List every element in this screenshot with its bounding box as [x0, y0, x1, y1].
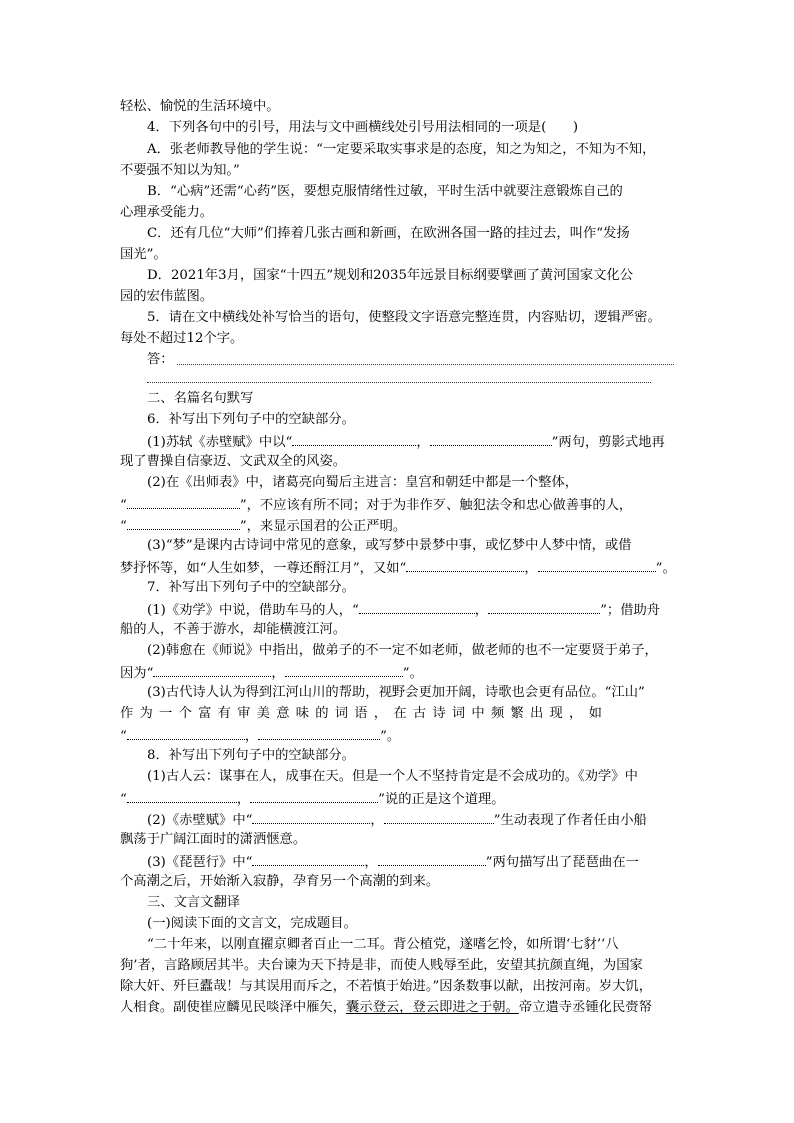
option-b: B．“心病”还需“心药”医，要想克服情绪性过敏，平时生活中就要注意锻炼自己的: [147, 184, 623, 199]
question-5-stem: 5．请在文中横线处补写恰当的语句，使整段文字语意完整连贯，内容贴切，逻辑严密。: [147, 310, 661, 325]
fill-blank[interactable]: [359, 600, 475, 614]
question-8-stem: 8．补写出下列句子中的空缺部分。: [147, 748, 355, 763]
fill-blank[interactable]: [406, 558, 524, 572]
text-segment: ”。: [380, 729, 401, 744]
text-segment: ”，来显示国君的公正严明。: [239, 519, 407, 534]
text-segment: ”。: [655, 561, 676, 576]
answer-label: 答：: [147, 352, 174, 367]
text-line: 作 为 一 个 富 有 审 美 意 味 的 词 语 ， 在 古 诗 词 中 频 繁 出 现 ， 如: [120, 706, 602, 721]
fill-blank[interactable]: [127, 516, 240, 530]
fill-blank[interactable]: [250, 789, 378, 803]
text-segment: (3)《琵琶行》中“: [147, 855, 253, 870]
text-segment: ，: [370, 813, 384, 828]
text-segment: (2)《赤壁赋》中“: [147, 813, 253, 828]
text-segment: “: [120, 519, 127, 534]
text-segment: ”两句，剪影式地再: [551, 435, 665, 450]
fill-blank[interactable]: [252, 852, 364, 866]
text-segment: (1)《劝学》中说，借助车马的人，“: [147, 603, 359, 618]
fill-blank[interactable]: [258, 726, 380, 740]
text-line: [120, 663, 680, 683]
text-segment: ”生动表现了作者任由小船: [493, 813, 647, 828]
fill-blank[interactable]: [538, 558, 656, 572]
question-6-stem: 6．补写出下列句子中的空缺部分。: [147, 412, 355, 427]
section-heading-2: 二、名篇名句默写: [147, 391, 254, 406]
underlined-sentence: 囊示登云，登云即进之于朝。: [346, 1000, 519, 1015]
question-7-2: (2)韩愈在《师说》中指出，做弟子的不一定不如老师，做老师的也不一定要贤于弟子，: [147, 643, 658, 658]
text-line: [120, 789, 680, 809]
text-segment: (1)苏轼《赤壁赋》中以“: [147, 435, 293, 450]
text-line: 不要强不知以为知。”: [120, 163, 240, 178]
fill-blank[interactable]: [292, 432, 416, 446]
question-4-stem: 4．下列各句中的引号，用法与文中画横线处引号用法相同的一项是( ): [147, 120, 579, 135]
fill-blank[interactable]: [252, 810, 370, 824]
text-segment: ，: [474, 603, 489, 618]
text-line: 园的宏伟蓝图。: [120, 289, 214, 304]
text-segment: “: [120, 498, 127, 513]
text-line: 国光”。: [120, 247, 167, 262]
question-8-3: [147, 852, 680, 872]
question-6-2: (2)在《出师表》中，诸葛亮向蜀后主进言：皇宫和朝廷中都是一个整体，: [147, 475, 579, 490]
answer-blank-2[interactable]: [147, 382, 651, 383]
question-7-1: [147, 600, 680, 620]
fill-blank[interactable]: [488, 600, 600, 614]
text-line: 每处不超过12个字。: [120, 331, 244, 346]
fill-blank[interactable]: [378, 852, 486, 866]
question-6-1: [147, 432, 680, 452]
text-segment: ，: [244, 729, 259, 744]
option-d: D．2021年3月，国家“十四五”规划和2035年远景目标纲要擘画了黄河国家文化公: [147, 268, 634, 283]
text-segment: ”。: [402, 666, 423, 681]
fill-blank[interactable]: [127, 789, 237, 803]
text-line: [120, 558, 680, 578]
text-segment: ”；借助舟: [600, 603, 661, 618]
fill-blank[interactable]: [430, 432, 552, 446]
text-line: [120, 516, 680, 536]
text-segment: 帝立遣寺丞锺化民赍帑: [518, 1000, 652, 1015]
fill-blank[interactable]: [384, 810, 494, 824]
passage-line: [120, 999, 680, 1017]
text-line: 现了曹操自信豪迈、文武双全的风姿。: [120, 454, 347, 469]
passage-line: 狗’者，言路顾居其半。夫台谏为天下持是非，而使人贱辱至此，安望其抗颜直绳，为国家: [120, 958, 643, 973]
text-segment: ”说的正是这个道理。: [378, 792, 505, 807]
text-segment: ”，不应该有所不同；对于为非作歹、触犯法令和忠心做善事的人，: [239, 498, 633, 513]
text-segment: 梦抒怀等，如“人生如梦，一尊还酹江月”，又如“: [120, 561, 407, 576]
question-7-stem: 7．补写出下列句子中的空缺部分。: [147, 580, 355, 595]
text-segment: 因为“: [120, 666, 154, 681]
text-segment: 人相食。副使崔应麟见民啖泽中雁矢，: [120, 1000, 347, 1015]
fill-blank[interactable]: [127, 495, 240, 509]
text-line: 船的人，不善于游水，却能横渡江河。: [120, 622, 347, 637]
question-7-3: (3)古代诗人认为得到江河山川的帮助，视野会更加开阔，诗歌也会更有品位。“江山”: [147, 685, 645, 700]
text-line: [120, 495, 680, 515]
question-8-1: (1)古人云：谋事在人，成事在天。但是一个人不坚持肯定是不会成功的。《劝学》中: [147, 769, 638, 784]
text-segment: ，: [416, 435, 430, 450]
text-segment: ，: [524, 561, 538, 576]
text-line: 个高潮之后，开始渐入寂静，孕育另一个高潮的到来。: [120, 874, 440, 889]
text-segment: ”两句描写出了琵琶曲在一: [485, 855, 639, 870]
text-segment: ，: [271, 666, 285, 681]
passage-line: 除大奸、歼巨蠹哉！与其误用而斥之，不若慎于始进。”因条数事以献，出按河南。岁大饥，: [120, 979, 653, 994]
section-heading-3: 三、文言文翻译: [147, 895, 241, 910]
fill-blank[interactable]: [153, 663, 271, 677]
reading-instruction: (一)阅读下面的文言文，完成题目。: [147, 916, 357, 931]
text-segment: “: [120, 729, 127, 744]
fill-blank[interactable]: [127, 726, 245, 740]
text-line: 心理承受能力。: [120, 205, 214, 220]
text-line: 轻松、愉悦的生活环境中。: [120, 99, 280, 114]
text-line: [120, 726, 680, 746]
question-6-3: (3)“梦”是课内古诗词中常见的意象，或写梦中景梦中事，或忆梦中人梦中情，或借: [147, 538, 632, 553]
passage-line: “二十年来，以刚直擢京卿者百止一二耳。背公植党，遂嗜乞怜，如所谓‘七豺’‘八: [147, 937, 619, 952]
text-segment: ，: [236, 792, 251, 807]
text-segment: ，: [364, 855, 378, 870]
fill-blank[interactable]: [285, 663, 403, 677]
text-segment: “: [120, 792, 127, 807]
answer-blank-1[interactable]: [177, 364, 674, 365]
question-8-2: [147, 810, 680, 830]
text-line: 飘荡于广阔江面时的潇洒惬意。: [120, 832, 307, 847]
option-a: A．张老师教导他的学生说：“一定要采取实事求是的态度，知之为知之，不知为不知，: [147, 142, 656, 157]
option-c: C．还有几位“大师”们捧着几张古画和新画，在欧洲各国一路的挂过去，叫作“发扬: [147, 226, 630, 241]
